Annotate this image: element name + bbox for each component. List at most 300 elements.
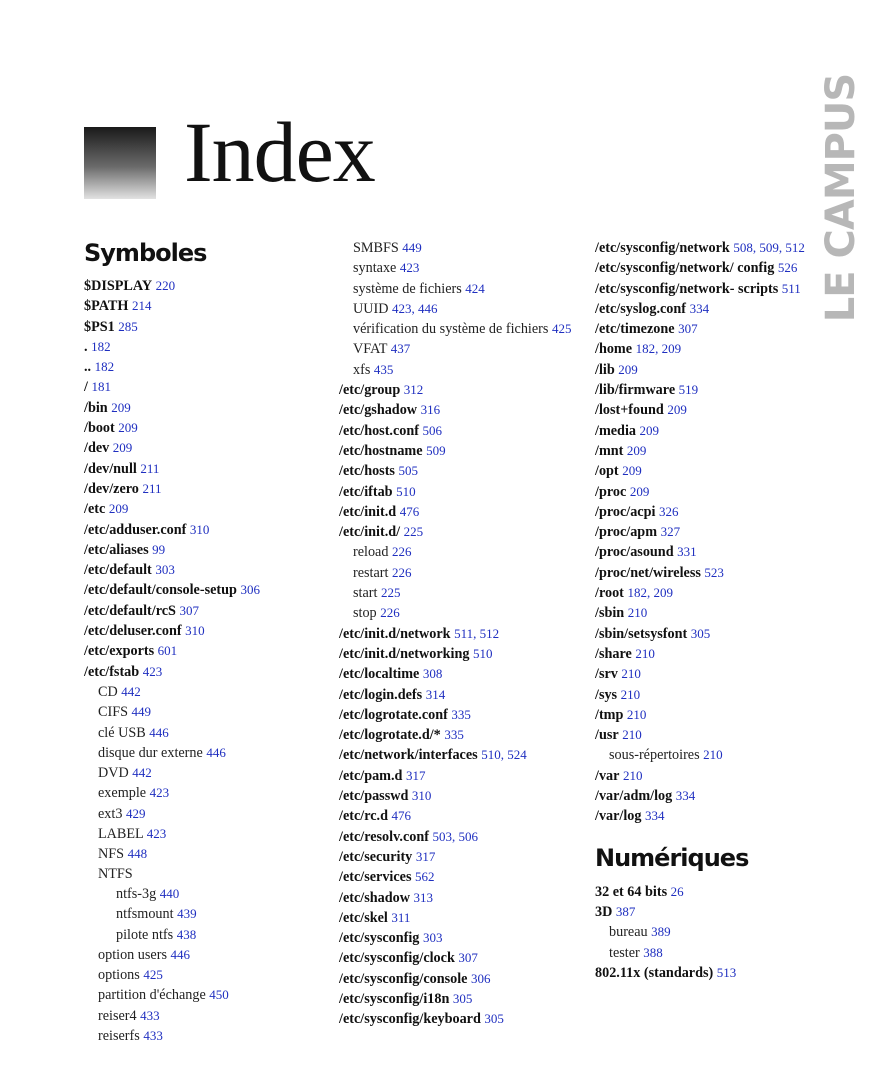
index-entry: [84, 560, 324, 580]
index-entry: [339, 989, 584, 1009]
index-term: DVD: [98, 765, 129, 782]
index-entry: [339, 360, 584, 380]
index-entry: [339, 482, 584, 502]
index-entry: [595, 922, 810, 942]
index-entry: [84, 763, 324, 783]
page-reference[interactable]: 305: [690, 625, 711, 641]
index-entry: [595, 421, 810, 441]
section-heading: Numériques: [595, 843, 749, 872]
index-term: /etc/sysconfig/network: [595, 240, 730, 256]
page-reference[interactable]: 209: [667, 402, 687, 418]
page-reference[interactable]: 182, 209: [627, 585, 673, 601]
page-reference[interactable]: 523: [704, 564, 724, 580]
page-reference[interactable]: 311: [391, 909, 411, 925]
page-reference[interactable]: 209: [111, 399, 131, 415]
index-term: options: [98, 967, 140, 984]
index-term: /etc/sysconfig/i18n: [339, 990, 450, 1007]
page-reference[interactable]: 210: [627, 605, 648, 621]
index-term: UUID: [353, 300, 389, 317]
page-reference[interactable]: 303: [422, 930, 443, 946]
index-term: exemple: [98, 785, 147, 802]
index-entry: [84, 317, 324, 337]
index-column-1: [84, 238, 324, 1046]
index-term: /etc/logrotate.conf: [339, 706, 448, 723]
index-term: start: [353, 585, 378, 602]
index-term: /etc/sysconfig: [339, 930, 420, 947]
index-entry: [339, 238, 584, 258]
page-reference[interactable]: 305: [452, 990, 473, 1006]
index-term: /etc/network/interfaces: [339, 747, 478, 764]
index-entry: [339, 664, 584, 684]
index-entry: [84, 723, 324, 743]
index-term: partition d'échange: [98, 987, 206, 1004]
index-term: disque dur externe: [98, 744, 203, 761]
index-entry: [339, 745, 584, 765]
page-reference[interactable]: 510, 524: [481, 747, 527, 763]
page-reference[interactable]: 334: [645, 808, 665, 824]
index-term: /etc/security: [339, 848, 413, 865]
index-term: /etc/init.d/networking: [339, 645, 470, 662]
title-gradient-square: [84, 127, 156, 199]
index-term: /etc/login.defs: [339, 686, 423, 703]
index-entry: [84, 580, 324, 600]
index-term: pilote ntfs: [116, 926, 174, 943]
page-reference[interactable]: 310: [185, 623, 205, 639]
page-reference[interactable]: 99: [152, 541, 166, 557]
page-reference[interactable]: 429: [125, 805, 146, 821]
page-reference[interactable]: 209: [118, 420, 138, 436]
index-term: /mnt: [595, 442, 624, 459]
index-entry: [84, 601, 324, 621]
index-term: /etc/logrotate.d/*: [339, 727, 441, 744]
page-reference[interactable]: 220: [155, 278, 176, 293]
index-term: reload: [353, 544, 389, 561]
page-reference[interactable]: 317: [406, 767, 426, 783]
index-term: /etc/sysconfig/console: [339, 970, 468, 987]
index-entry: [595, 705, 810, 725]
index-term: /dev/null: [84, 460, 137, 477]
index-term: reiserfs: [98, 1027, 140, 1044]
index-term: /etc/init.d/: [339, 524, 401, 541]
page-reference[interactable]: 503, 506: [432, 828, 479, 844]
index-term: /etc/shadow: [339, 889, 410, 906]
page-reference[interactable]: 510: [396, 483, 416, 499]
page-reference[interactable]: 446: [149, 724, 169, 740]
index-term: /sys: [595, 686, 618, 703]
index-entry: [339, 948, 584, 968]
index-entry: [339, 563, 584, 583]
index-entry: [339, 1009, 584, 1029]
index-entry: [84, 540, 324, 560]
index-term: /etc: [84, 501, 106, 518]
page-reference[interactable]: 334: [675, 788, 696, 804]
index-entry: [339, 705, 584, 725]
page-reference[interactable]: 285: [118, 318, 138, 334]
index-term: /media: [595, 422, 636, 439]
page-reference[interactable]: 211: [140, 460, 160, 476]
index-term: LABEL: [98, 826, 144, 843]
page-reference[interactable]: 316: [420, 402, 441, 418]
index-term: ..: [84, 359, 92, 376]
page-reference[interactable]: 526: [777, 260, 798, 276]
page-reference[interactable]: 326: [658, 503, 679, 519]
page-reference[interactable]: 306: [471, 970, 491, 986]
page-reference[interactable]: 306: [240, 582, 260, 598]
index-entry: [84, 377, 324, 397]
index-term: /srv: [595, 666, 618, 683]
side-brand: [818, 70, 864, 326]
index-term: /etc/hosts: [339, 463, 395, 480]
page-reference[interactable]: 210: [703, 747, 723, 763]
index-entry: [84, 296, 324, 316]
index-entry: [84, 702, 324, 722]
page-reference[interactable]: 509: [426, 442, 446, 458]
index-term: /etc/sysconfig/network/ config: [595, 260, 775, 277]
page-reference[interactable]: 423: [146, 826, 167, 842]
index-term: /boot: [84, 420, 115, 437]
index-term: 802.11x (standards): [595, 964, 714, 981]
index-entry: [84, 985, 324, 1005]
index-entry: [84, 965, 324, 985]
index-term: tester: [609, 944, 640, 961]
index-entry: [339, 888, 584, 908]
index-entry: [595, 400, 810, 420]
index-term: CD: [98, 683, 118, 700]
page-reference[interactable]: 335: [444, 727, 464, 743]
index-entry: [595, 766, 810, 786]
page-reference[interactable]: 508, 509, 512: [733, 240, 805, 255]
index-entry: [595, 943, 810, 963]
index-term: CIFS: [98, 704, 128, 721]
index-term: /dev/zero: [84, 480, 139, 497]
index-term: /etc/timezone: [595, 321, 675, 338]
page-reference[interactable]: 423: [399, 260, 420, 276]
page-reference[interactable]: 211: [142, 480, 162, 496]
page-reference[interactable]: 307: [678, 321, 698, 337]
page-reference[interactable]: 440: [159, 885, 180, 901]
index-term: NTFS: [98, 865, 133, 882]
page-reference[interactable]: 513: [716, 964, 737, 980]
page-reference[interactable]: 209: [618, 361, 638, 377]
index-entry: [595, 563, 810, 583]
index-term: vérification du système de fichiers: [353, 321, 549, 338]
index-entry: [84, 662, 324, 682]
page-reference[interactable]: 433: [140, 1007, 160, 1023]
page-reference[interactable]: 310: [411, 788, 432, 804]
index-term: /etc/resolv.conf: [339, 828, 429, 845]
index-term: $PS1: [84, 318, 115, 335]
index-term: /var/log: [595, 808, 642, 825]
page-reference[interactable]: 209: [622, 463, 642, 479]
index-term: /etc/skel: [339, 909, 388, 926]
index-entry: [339, 339, 584, 359]
index-term: /etc/default/rcS: [84, 602, 176, 619]
page-reference[interactable]: 226: [380, 605, 400, 621]
index-column-3: [595, 238, 810, 983]
page-reference[interactable]: 506: [422, 422, 443, 438]
index-entry: [595, 319, 810, 339]
index-entry: [84, 276, 324, 296]
index-entry: [84, 743, 324, 763]
index-entry: [339, 319, 584, 339]
index-term: /etc/adduser.conf: [84, 521, 187, 538]
index-entry: [339, 400, 584, 420]
index-term: /opt: [595, 463, 619, 480]
index-entry: [339, 421, 584, 441]
index-entry: [339, 583, 584, 603]
index-term: restart: [353, 564, 389, 581]
index-entry: [595, 542, 810, 562]
index-term: /etc/localtime: [339, 666, 420, 683]
page-reference[interactable]: 438: [176, 926, 197, 942]
page-reference[interactable]: 437: [390, 341, 411, 357]
index-term: reiser4: [98, 1007, 137, 1024]
index-entry: [595, 279, 810, 299]
page-reference[interactable]: 209: [629, 483, 650, 499]
page-reference[interactable]: 225: [380, 585, 401, 601]
index-term: /sbin: [595, 605, 625, 622]
page-reference[interactable]: 510: [473, 645, 493, 661]
page-reference[interactable]: 314: [425, 686, 446, 702]
page-reference[interactable]: 313: [413, 889, 433, 905]
index-entry: [595, 603, 810, 623]
index-entry: [595, 522, 810, 542]
index-term: NFS: [98, 846, 125, 863]
page-reference[interactable]: 312: [403, 382, 424, 398]
index-entry: [84, 621, 324, 641]
page-reference[interactable]: 442: [121, 683, 141, 699]
index-entry: [339, 685, 584, 705]
page-title: Index: [184, 104, 375, 200]
index-entry: [595, 502, 810, 522]
index-entry: [595, 299, 810, 319]
page-reference[interactable]: 424: [465, 280, 485, 296]
page-reference[interactable]: 562: [415, 869, 435, 885]
page-reference[interactable]: 210: [622, 727, 642, 743]
index-term: /etc/sysconfig/clock: [339, 950, 455, 967]
index-term: /var/adm/log: [595, 788, 673, 805]
page-reference[interactable]: 519: [678, 382, 699, 398]
page-reference[interactable]: 439: [177, 906, 197, 922]
page-reference[interactable]: 214: [131, 298, 152, 314]
index-entry: [84, 1006, 324, 1026]
index-term: /etc/fstab: [84, 663, 140, 680]
page-reference[interactable]: 601: [157, 643, 178, 659]
index-entry: [339, 299, 584, 319]
index-entry: [339, 624, 584, 644]
index-term: $DISPLAY: [84, 278, 153, 294]
page-reference[interactable]: 449: [131, 704, 152, 720]
index-entry: [339, 603, 584, 623]
page-reference[interactable]: 387: [615, 903, 636, 919]
index-entry: [595, 583, 810, 603]
index-entry: [84, 884, 324, 904]
section-heading: Symboles: [84, 239, 207, 267]
page-reference[interactable]: 303: [155, 562, 175, 578]
index-entry: [339, 806, 584, 826]
page-reference[interactable]: 425: [143, 967, 163, 983]
index-term: clé USB: [98, 724, 146, 741]
page-reference[interactable]: 209: [639, 422, 660, 438]
index-term: /var: [595, 767, 620, 784]
index-term: /etc/aliases: [84, 541, 149, 558]
index-term: bureau: [609, 924, 648, 941]
index-entry: [595, 664, 810, 684]
page-reference[interactable]: 310: [189, 521, 210, 537]
page-reference[interactable]: 225: [403, 524, 424, 540]
index-term: /usr: [595, 727, 619, 744]
index-term: ntfsmount: [116, 906, 174, 923]
index-entry: [595, 624, 810, 644]
page-reference[interactable]: 305: [484, 1011, 504, 1027]
index-entry: [339, 969, 584, 989]
page-reference[interactable]: 423: [149, 785, 170, 801]
index-term: 32 et 64 bits: [595, 883, 668, 900]
page-reference[interactable]: 307: [179, 602, 199, 618]
index-entry: [595, 685, 810, 705]
page-reference[interactable]: 327: [660, 524, 681, 540]
page-reference[interactable]: 448: [127, 846, 148, 862]
index-term: /home: [595, 341, 633, 358]
index-term: .: [84, 338, 88, 355]
index-entry: [84, 904, 324, 924]
index-entry: [339, 725, 584, 745]
index-entry: [84, 824, 324, 844]
index-entry: [84, 337, 324, 357]
index-entry: [595, 963, 810, 983]
page-reference[interactable]: 389: [651, 924, 671, 940]
page-reference[interactable]: 450: [209, 987, 229, 1003]
index-term: /: [84, 379, 88, 396]
page-reference[interactable]: 511, 512: [454, 625, 500, 641]
index-entry: [595, 339, 810, 359]
index-entry: [339, 867, 584, 887]
page-reference[interactable]: 433: [143, 1027, 163, 1043]
index-term: /etc/passwd: [339, 788, 409, 805]
index-term: stop: [353, 605, 377, 622]
index-entry: [339, 502, 584, 522]
index-entry: [84, 945, 324, 965]
index-term: /etc/init.d: [339, 503, 397, 520]
index-term: /proc/acpi: [595, 503, 656, 520]
index-entry: [595, 725, 810, 745]
index-term: 3D: [595, 903, 613, 920]
index-term: /etc/pam.d: [339, 767, 403, 784]
page-reference[interactable]: 335: [451, 706, 471, 722]
page-reference[interactable]: 182: [94, 359, 115, 375]
page-reference[interactable]: 210: [635, 645, 655, 661]
page-reference[interactable]: 210: [622, 767, 643, 783]
page-reference[interactable]: 181: [91, 379, 111, 395]
index-entry: [84, 418, 324, 438]
page-reference[interactable]: 446: [206, 744, 226, 760]
page-reference[interactable]: 210: [620, 686, 641, 702]
index-term: ntfs-3g: [116, 885, 157, 902]
page-reference[interactable]: 446: [170, 946, 191, 962]
page-reference[interactable]: 26: [670, 883, 684, 899]
index-entry: [595, 461, 810, 481]
index-entry: [339, 847, 584, 867]
page-reference[interactable]: 334: [689, 300, 710, 316]
page-reference[interactable]: 423, 446: [392, 300, 438, 316]
index-entry: [339, 766, 584, 786]
index-term: /etc/exports: [84, 643, 155, 660]
page-reference[interactable]: 476: [391, 808, 412, 824]
page-reference[interactable]: 331: [677, 544, 697, 560]
index-entry: [84, 398, 324, 418]
page-reference[interactable]: 435: [373, 361, 394, 377]
index-entry: [84, 1026, 324, 1046]
index-term: /etc/host.conf: [339, 422, 419, 439]
index-term: /etc/syslog.conf: [595, 300, 687, 317]
index-entry: [595, 644, 810, 664]
index-entry: [595, 380, 810, 400]
index-term: /etc/default/console-setup: [84, 582, 237, 599]
index-entry: [595, 882, 810, 902]
index-entry: [595, 806, 810, 826]
index-term: /proc/net/wireless: [595, 564, 701, 581]
page-reference[interactable]: 505: [398, 463, 419, 479]
page-reference[interactable]: 511: [781, 280, 801, 296]
page-reference[interactable]: 476: [399, 503, 420, 519]
index-entry: [84, 682, 324, 702]
index-entry: [84, 865, 324, 884]
page-reference[interactable]: 182, 209: [635, 341, 682, 357]
index-term: /tmp: [595, 706, 624, 723]
page-reference[interactable]: 308: [422, 666, 443, 682]
page-reference[interactable]: 210: [621, 666, 641, 682]
index-term: /proc/asound: [595, 544, 674, 561]
page-reference[interactable]: 307: [458, 950, 478, 966]
side-brand-text: LE CAMPUS: [818, 73, 864, 323]
index-term: /etc/hostname: [339, 442, 423, 459]
page-reference[interactable]: 210: [626, 706, 647, 722]
index-entry: [84, 783, 324, 803]
page-reference[interactable]: 449: [402, 240, 422, 255]
page-reference[interactable]: 442: [132, 765, 152, 781]
index-term: VFAT: [353, 341, 388, 358]
index-entry: [84, 925, 324, 945]
index-entry: [339, 461, 584, 481]
index-term: sous-répertoires: [609, 747, 700, 764]
index-term: option users: [98, 946, 167, 963]
page-reference[interactable]: 425: [551, 321, 572, 337]
page-reference[interactable]: 388: [643, 944, 663, 960]
index-term: /share: [595, 645, 632, 662]
page-reference[interactable]: 209: [108, 501, 129, 517]
index-entry: [84, 479, 324, 499]
index-entry: [84, 804, 324, 824]
index-term: syntaxe: [353, 260, 397, 277]
index-entry: [595, 786, 810, 806]
page-reference[interactable]: 317: [415, 848, 436, 864]
page-reference[interactable]: 209: [626, 442, 647, 458]
index-entry: [84, 459, 324, 479]
index-entry: [84, 438, 324, 458]
page-reference[interactable]: 423: [142, 663, 163, 679]
index-entry: [84, 520, 324, 540]
page-reference[interactable]: 209: [112, 440, 133, 456]
index-entry: [595, 360, 810, 380]
index-entry: [84, 641, 324, 661]
page-reference[interactable]: 226: [392, 564, 412, 580]
index-term: système de fichiers: [353, 280, 462, 297]
page-reference[interactable]: 182: [91, 338, 111, 354]
index-term: /etc/rc.d: [339, 808, 388, 825]
index-term: /etc/sysconfig/network- scripts: [595, 280, 779, 297]
page-reference[interactable]: 226: [392, 544, 412, 560]
index-term: /root: [595, 585, 624, 602]
